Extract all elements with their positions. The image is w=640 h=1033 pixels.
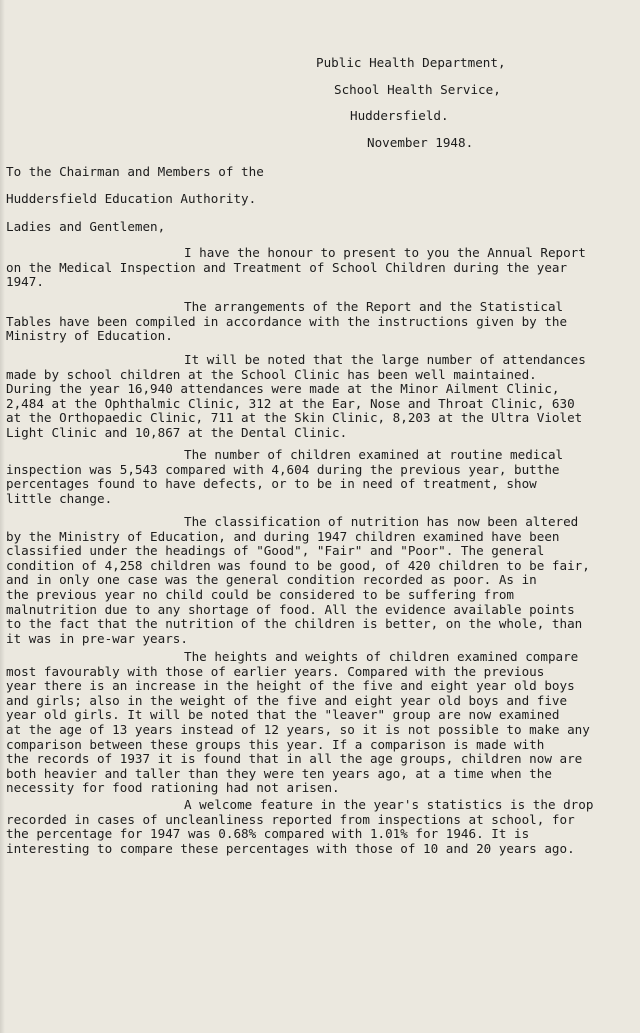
paragraph-line: the percentage for 1947 was 0.68% compared with 1.01% for 1946. It is [6,826,530,842]
address-line-service: School Health Service, [334,82,501,97]
salutation-text: Ladies and Gentlemen, [6,219,166,234]
paragraph-line: The classification of nutrition has now been altered [184,514,579,529]
recipient-block-2 [6,192,630,207]
paragraph-line: little change. [6,490,113,506]
paragraph-line: A welcome feature in the year's statistics is the drop [184,797,594,812]
paragraph-line: It will be noted that the large number of attendances [184,352,586,367]
paragraph-line: The heights and weights of children examined compare [184,649,579,664]
paragraph-line: most favourably with those of earlier years. Compared with the previous [6,663,545,679]
paragraph-line: inspection was 5,543 compared with 4,604 during the previous year, butthe [6,461,560,477]
paragraph-line: The number of children examined at routine medical [184,447,564,462]
paragraph-line: percentages found to have defects, or to be in need of treatment, show [6,476,537,492]
paragraph-line: at the Orthopaedic Clinic, 711 at the Skin Clinic, 8,203 at the Ultra Violet [6,410,583,426]
paragraph-line: at the age of 13 years instead of 12 years, so it is not possible to make any [6,721,590,737]
paragraph-7 [6,798,630,856]
paragraph-line: malnutrition due to any shortage of food. All the evidence available points [6,601,575,617]
paragraph-line: year there is an increase in the height of the five and eight year old boys [6,678,575,694]
paragraph-line: it was in pre-war years. [6,630,188,646]
paragraph-line: to the fact that the nutrition of the children is better, on the whole, than [6,616,583,632]
paragraph-line: interesting to compare these percentages with those of 10 and 20 years ago. [6,840,575,856]
paragraph-line: the records of 1937 it is found that in all the age groups, children now are [6,751,583,767]
paragraph-4 [6,448,630,506]
paragraph-line: Tables have been compiled in accordance with the instructions given by the [6,313,568,329]
paragraph-line: made by school children at the School Clinic has been well maintained. [6,366,537,382]
paragraph-line: comparison between these groups this year. If a comparison is made with [6,736,545,752]
recipient-line: To the Chairman and Members of the [6,164,264,179]
page-edge-shadow [0,0,5,1033]
paragraph-3 [6,353,630,441]
paragraph-line: both heavier and taller than they were ten years ago, at a time when the [6,765,552,781]
paragraph-line: I have the honour to present to you the Annual Report [184,245,586,260]
paragraph-line: During the year 16,940 attendances were made at the Minor Ailment Clinic, [6,381,560,397]
salutation [6,220,630,235]
paragraph-6 [6,650,630,796]
paragraph-line: classified under the headings of "Good", "Fair" and "Poor". The general [6,543,545,559]
paragraph-line: by the Ministry of Education, and during 1947 children examined have been [6,528,560,544]
recipient-line: Huddersfield Education Authority. [6,191,257,206]
paragraph-line: Ministry of Education. [6,328,173,344]
paragraph-line: condition of 4,258 children was found to be good, of 420 children to be fair, [6,557,590,573]
address-line-department: Public Health Department, [316,55,506,70]
paragraph-line: 1947. [6,274,44,290]
address-line-town: Huddersfield. [350,108,449,123]
paragraph-5 [6,515,630,646]
paragraph-line: The arrangements of the Report and the Statistical [184,299,564,314]
paragraph-line: and girls; also in the weight of the five and eight year old boys and five [6,692,568,708]
paragraph-line: and in only one case was the general condition recorded as poor. As in [6,572,537,588]
paragraph-line: recorded in cases of uncleanliness reported from inspections at school, for [6,811,575,827]
paragraph-2 [6,300,630,344]
paragraph-line: on the Medical Inspection and Treatment of School Children during the year [6,259,568,275]
paragraph-line: necessity for food rationing had not arisen. [6,780,340,796]
address-line-date: November 1948. [367,135,474,150]
recipient-block [6,165,630,180]
paragraph-line: Light Clinic and 10,867 at the Dental Clinic. [6,424,348,440]
paragraph-line: the previous year no child could be considered to be suffering from [6,586,514,602]
paragraph-line: 2,484 at the Ophthalmic Clinic, 312 at the Ear, Nose and Throat Clinic, 630 [6,395,575,411]
paragraph-1 [6,246,630,290]
paragraph-line: year old girls. It will be noted that the "leaver" group are now examined [6,707,560,723]
